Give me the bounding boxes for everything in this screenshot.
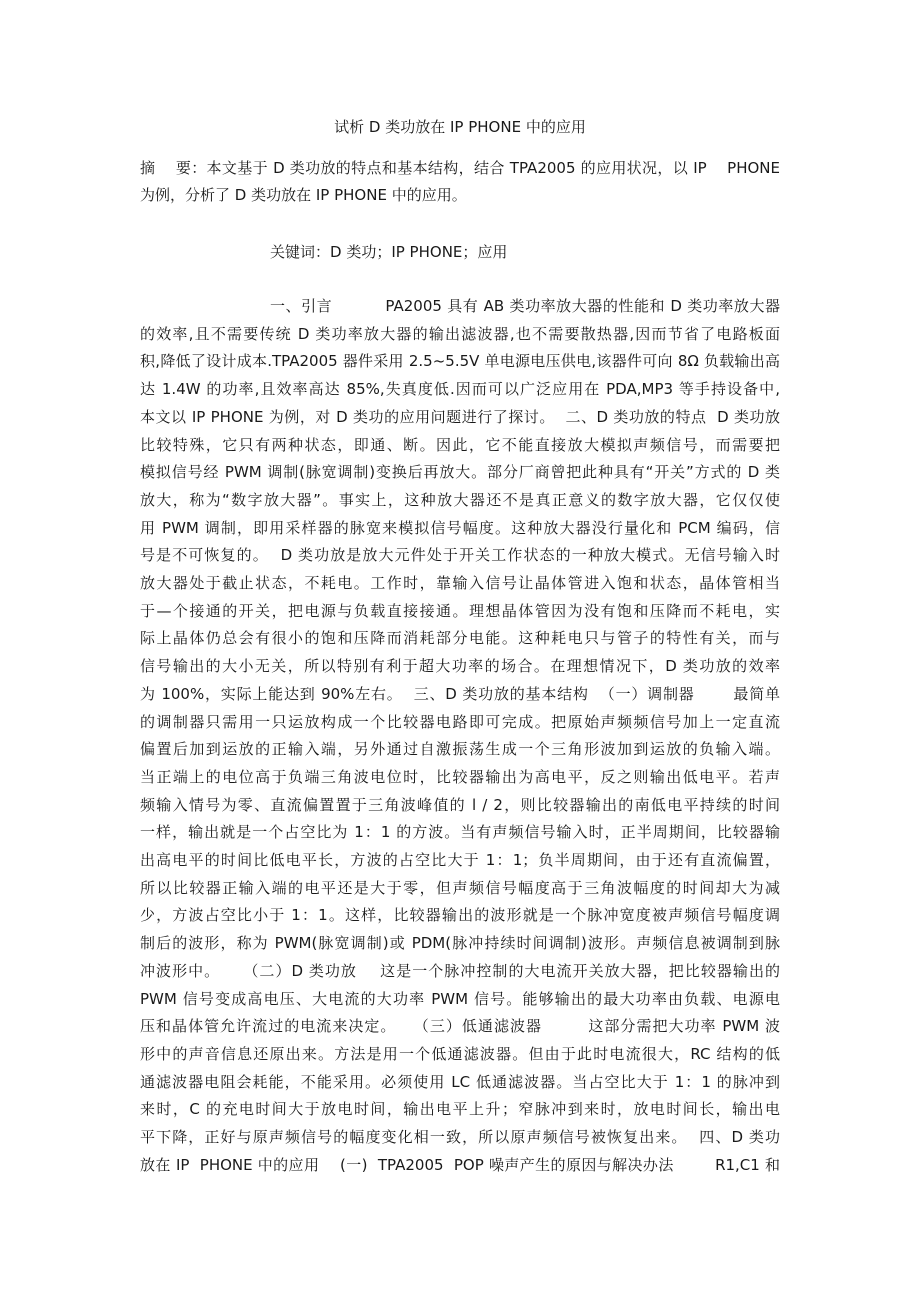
body-line: 于—个接通的开关，把电源与负载直接接通。理想晶体管因为没有饱和压降而不耗电，实	[140, 601, 780, 620]
body-line: 形中的声音信息还原出来。方法是用一个低通滤波器。但由于此时电流很大，RC 结构的低	[140, 1044, 780, 1063]
body-line: 所以比较器正输入端的电平还是大于零，但声频信号幅度高于三角波幅度的时间却大为减	[140, 878, 780, 897]
body-line: 的调制器只需用一只运放构成一个比较器电路即可完成。把原始声频频信号加上一定直流	[140, 712, 780, 731]
body-line: 信号输出的大小无关，所以特别有利于超大功率的场合。在理想情况下，D 类功放的效率	[140, 657, 780, 676]
body-line: 当正端上的电位高于负端三角波电位时，比较器输出为高电平，反之则输出低电平。若声	[140, 767, 780, 786]
document-title: 试析 D 类功放在 IP PHONE 中的应用	[334, 118, 586, 136]
body-line: PWM 信号变成高电压、大电流的大功率 PWM 信号。能够输出的最大功率由负载、电源电	[140, 989, 780, 1008]
body-line: 本文以 IP PHONE 为例，对 D 类功的应用问题进行了探讨。 二、D 类功放的特点 D 类功放	[140, 407, 780, 426]
keywords: 关键词：D 类功；IP PHONE；应用	[270, 243, 508, 261]
body-line: 少，方波占空比小于 1：1。这样，比较器输出的波形就是一个脉冲宽度被声频信号幅度调	[140, 906, 780, 925]
body-first-line: 一、引言 PA2005 具有 AB 类功率放大器的性能和 D 类功率放大器	[270, 297, 780, 315]
body-line: 压和晶体管允许流过的电流来决定。 （三）低通滤波器 这部分需把大功率 PWM 波	[140, 1017, 780, 1036]
body-line: 际上晶体仍总会有很小的饱和压降而消耗部分电能。这种耗电只与管子的特性有关，而与	[140, 629, 780, 648]
body-line: 达 1.4W 的功率,且效率高达 85%,失真度低.因而可以广泛应用在 PDA,MP3 等手持设备中,	[140, 380, 780, 399]
body-line: 平下降，正好与原声频信号的幅度变化相一致，所以原声频信号被恢复出来。 四、D 类功	[140, 1128, 780, 1146]
body-line: 用 PWM 调制，即用采样器的脉宽来模拟信号幅度。这种放大器没行量化和 PCM 编码，信	[140, 518, 780, 537]
body-line: 号是不可恢复的。 D 类功放是放大元件处于开关工作状态的一种放大模式。无信号输入时	[140, 546, 780, 565]
body-line: 来时，C 的充电时间大于放电时间，输出电平上升；窄脉冲到来时，放电时间长，输出电	[140, 1100, 780, 1119]
body-line: 一样，输出就是一个占空比为 1：1 的方波。当有声频信号输入时，正半周期间，比较器输	[140, 823, 780, 842]
body-line: 为 100%，实际上能达到 90%左右。 三、D 类功放的基本结构 （一）调制器 最简单	[140, 684, 780, 703]
body-line: 制后的波形，称为 PWM(脉宽调制)或 PDM(脉冲持续时间调制)波形。声频信息被调制到脉	[140, 934, 780, 953]
body-line: 放在 IP PHONE 中的应用 (一) TPA2005 POP 噪声产生的原因与解决办法 R1,C1 和	[140, 1155, 780, 1174]
abstract-line: 摘 要：本文基于 D 类功放的特点和基本结构，结合 TPA2005 的应用状况，以 IP PHONE	[140, 159, 780, 177]
body-line: 冲波形中。 （二）D 类功放 这是一个脉冲控制的大电流开关放大器，把比较器输出的	[140, 961, 780, 980]
body-line: 通滤波器电阻会耗能，不能采用。必须使用 LC 低通滤波器。当占空比大于 1：1 的脉冲到	[140, 1072, 780, 1091]
body-line: 积,降低了设计成本.TPA2005 器件采用 2.5~5.5V 单电源电压供电,该器件可向 8Ω 负载输出高	[140, 352, 780, 371]
body-line: 模拟信号经 PWM 调制(脉宽调制)变换后再放大。部分厂商曾把此种具有“开关”方式的 D 类	[140, 463, 780, 482]
abstract-line: 为例，分析了 D 类功放在 IP PHONE 中的应用。	[140, 186, 467, 204]
body-line: 偏置后加到运放的正输入端，另外通过自激振荡生成一个三角形波加到运放的负输入端。	[140, 740, 780, 759]
body-line: 放大器处于截止状态，不耗电。工作时，靠输入信号让晶体管进入饱和状态，晶体管相当	[140, 574, 780, 592]
body-line: 放大，称为“数字放大器”。事实上，这种放大器还不是真正意义的数字放大器，它仅仅使	[140, 490, 780, 509]
body-line: 出高电平的时间比低电平长，方波的占空比大于 1：1；负半周期间，由于还有直流偏置，	[140, 851, 780, 869]
body-line: 比较特殊，它只有两种状态，即通、断。因此，它不能直接放大模拟声频信号，而需要把	[140, 435, 780, 454]
body-line: 频输入情号为零、直流偏置置于三角波峰值的 l / 2，则比较器输出的南低电平持续的时间	[140, 795, 780, 814]
body-line: 的效率,且不需要传统 D 类功率放大器的输出滤波器,也不需要散热器,因而节省了电路板面	[140, 324, 780, 343]
